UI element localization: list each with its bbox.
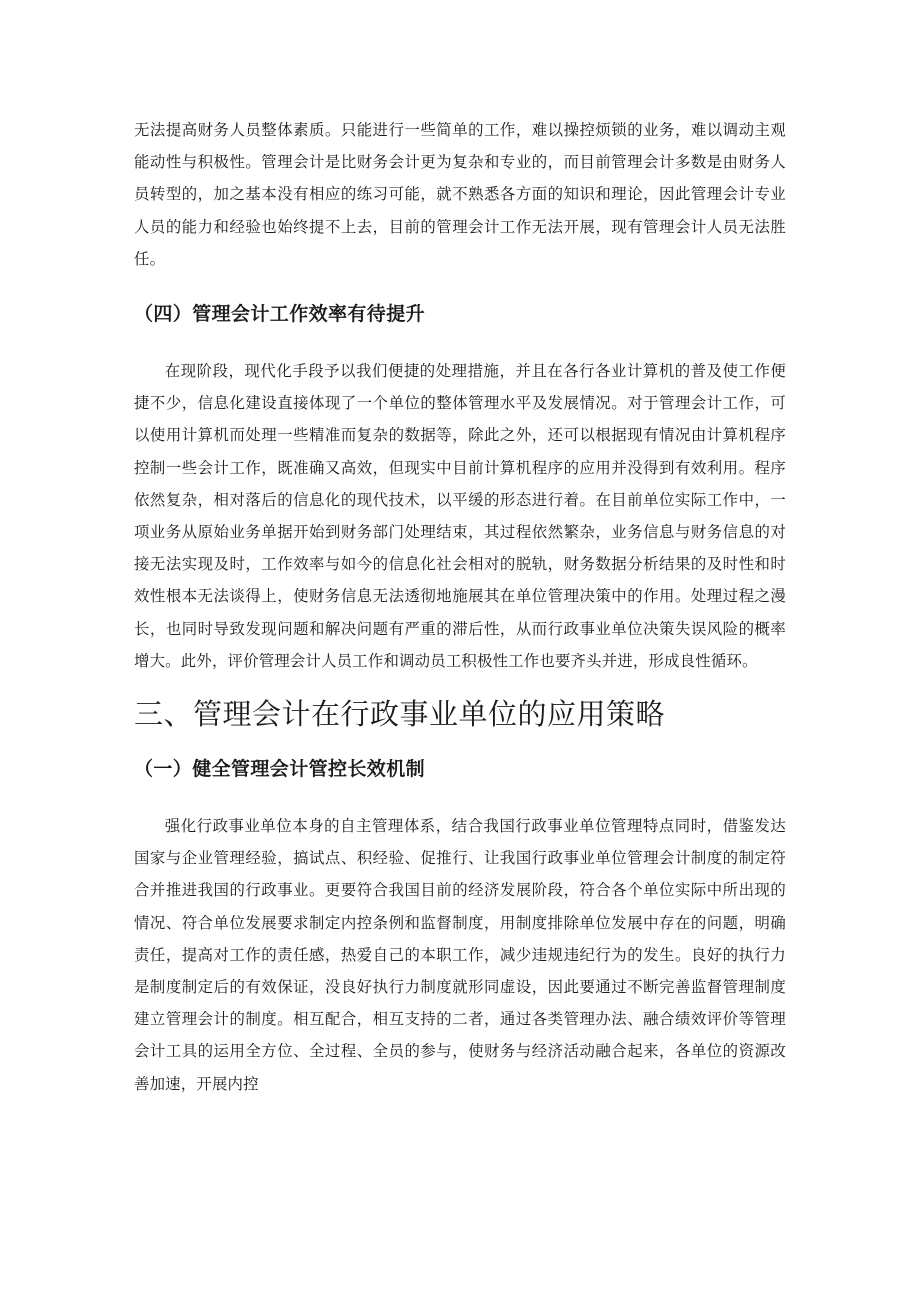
chapter-heading-3: 三、管理会计在行政事业单位的应用策略 <box>134 697 666 732</box>
document-page <box>134 114 786 1100</box>
section-heading-3-1: （一）健全管理会计管控长效机制 <box>134 758 426 781</box>
body-paragraph: 无法提高财务人员整体素质。只能进行一些简单的工作，难以操控烦锁的业务，难以调动主观能动性与积极性。管理会计是比财务会计更为复杂和专业的，而目前管理会计多数是由财务人员转型的，加之基本没有相应的练习可能，就不熟悉各方面的知识和理论，因此管理会计专业人员的能力和经验也始终提不上去，目前的管理会计工作无法开展，现有管理会计人员无法胜任。 <box>134 121 786 268</box>
body-paragraph: 在现阶段，现代化手段予以我们便捷的处理措施，并且在各行各业计算机的普及使工作便捷不少，信息化建设直接体现了一个单位的整体管理水平及发展情况。对于管理会计工作，可以使用计算机而处理一些精准而复杂的数据等，除此之外，还可以根据现有情况由计算机程序控制一些会计工作，既准确又高效，但现实中目前计算机程序的应用并没得到有效利用。程序依然复杂，相对落后的信息化的现代技术，以平缓的形态进行着。在目前单位实际工作中，一项业务从原始业务单据开始到财务部门处理结束，其过程依然繁杂，业务信息与财务信息的对接无法实现及时，工作效率与如今的信息化社会相对的脱轨，财务数据分析结果的及时性和时效性根本无法谈得上，使财务信息无法透彻地施展其在单位管理决策中的作用。处理过程之漫长，也同时导致发现问题和解决问题有严重的滞后性，从而行政事业单位决策失误风险的概率增大。此外，评价管理会计人员工作和调动员工积极性工作也要齐头并进，形成良性循环。 <box>134 362 786 670</box>
body-paragraph: 强化行政事业单位本身的自主管理体系，结合我国行政事业单位管理特点同时，借鉴发达国家与企业管理经验，搞试点、积经验、促推行、让我国行政事业单位管理会计制度的制定符合并推进我国的行政事业。更要符合我国目前的经济发展阶段，符合各个单位实际中所出现的情况、符合单位发展要求制定内控条例和监督制度，用制度排除单位发展中存在的问题，明确责任，提高对工作的责任感，热爱自己的本职工作，减少违规违纪行为的发生。良好的执行力是制度制定后的有效保证，没良好执行力制度就形同虚设，因此要通过不断完善监督管理制度建立管理会计的制度。相互配合，相互支持的二者，通过各类管理办法、融合绩效评价等管理会计工具的运用全方位、全过程、全员的参与，使财务与经济活动融合起来，各单位的资源改善加速，开展内控 <box>134 817 786 1093</box>
section-heading-4: （四）管理会计工作效率有待提升 <box>134 303 426 326</box>
